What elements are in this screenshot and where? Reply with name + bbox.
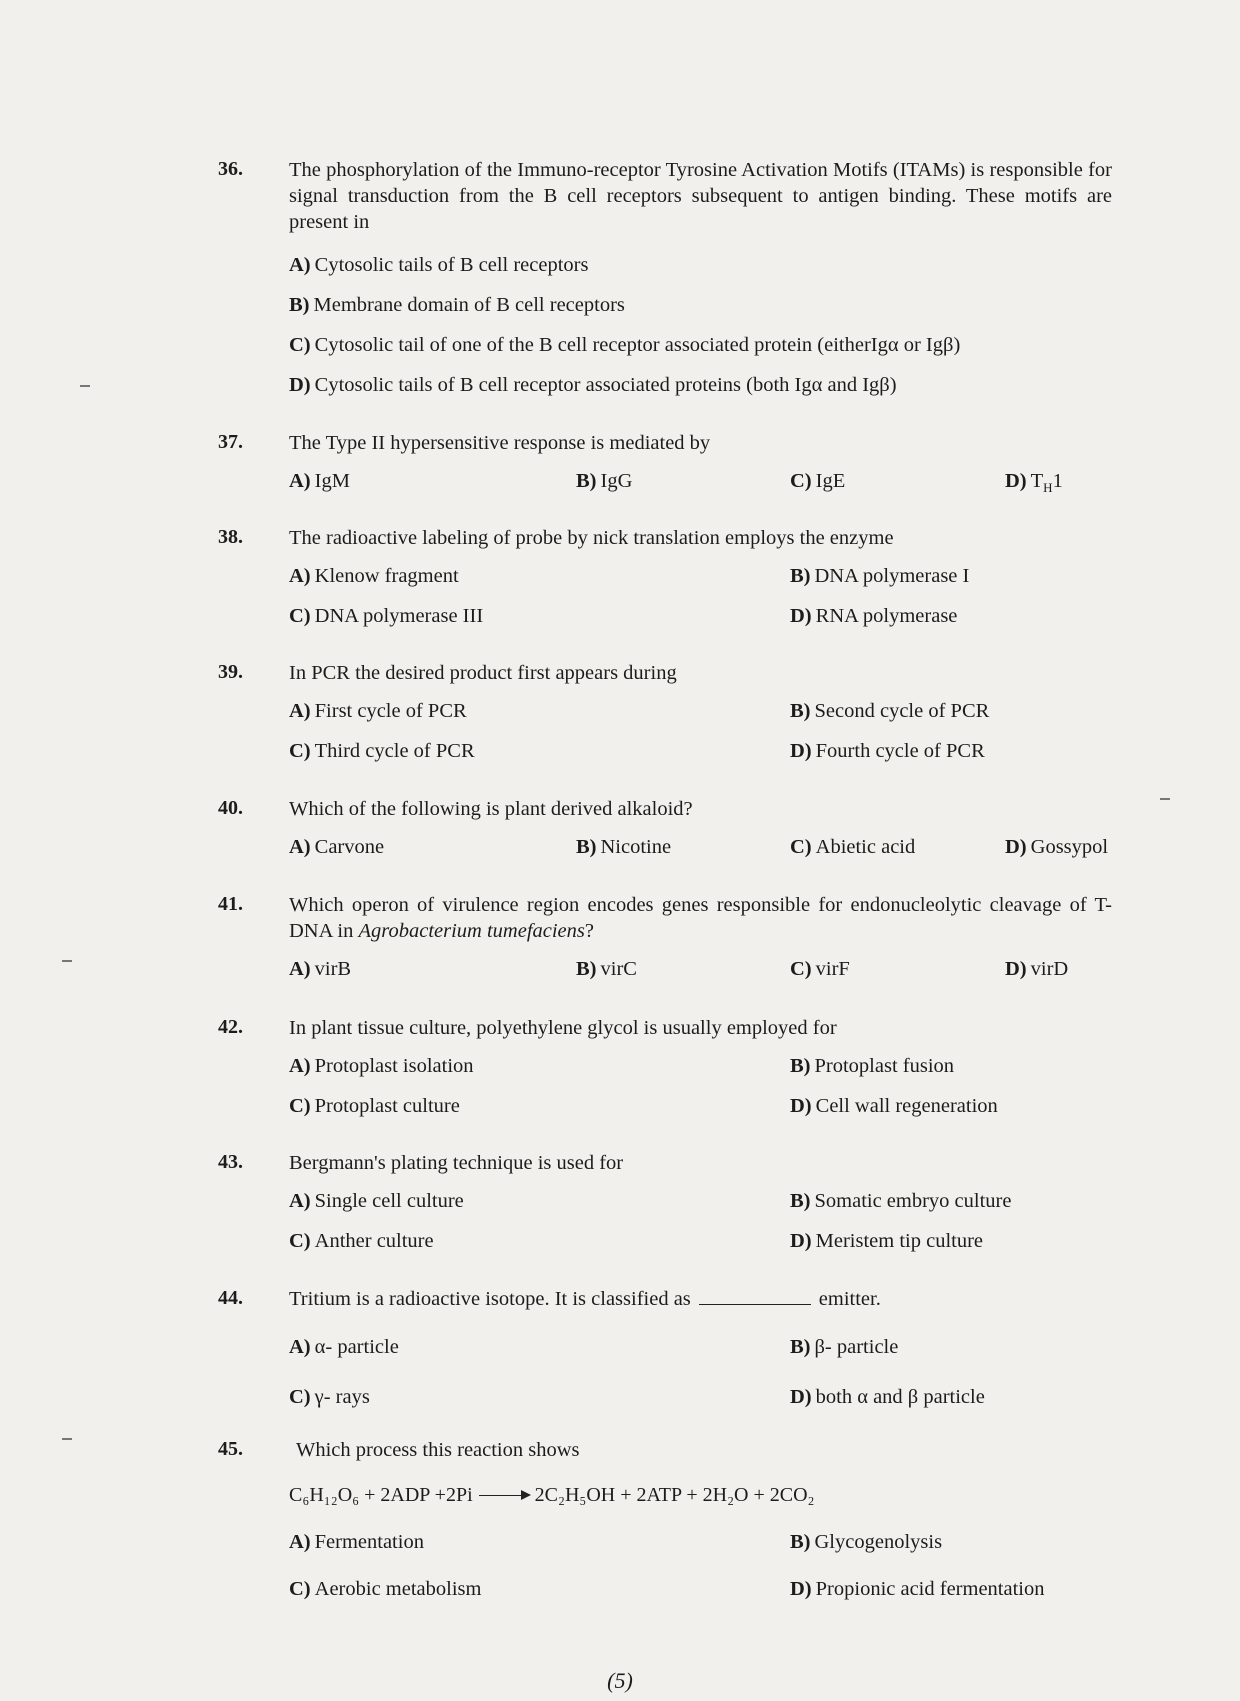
option-b: B) Membrane domain of B cell receptors [289, 294, 625, 316]
option-d: D) Cytosolic tails of B cell receptor associated proteins (both Igα and Igβ) [289, 374, 897, 396]
question-text: Tritium is a radioactive isotope. It is classified as emitter. [289, 1288, 881, 1310]
option-c: C) Abietic acid [790, 836, 916, 858]
question-text: The Type II hypersensitive response is mediated by [289, 432, 711, 454]
option-a: A) Carvone [289, 836, 385, 858]
option-a: A) First cycle of PCR [289, 700, 467, 722]
option-d: D) Cell wall regeneration [790, 1095, 998, 1117]
option-a: A) Single cell culture [289, 1190, 464, 1212]
scan-mark [62, 1438, 72, 1440]
option-c: C) Aerobic metabolism [289, 1578, 482, 1600]
reaction-arrow-icon [479, 1495, 529, 1496]
option-b: B) Second cycle of PCR [790, 700, 990, 722]
question-text: Which of the following is plant derived alkaloid? [289, 798, 693, 820]
question-number: 40. [218, 797, 243, 819]
option-c: C) Cytosolic tail of one of the B cell receptor associated protein (eitherIgα or Igβ) [289, 334, 961, 356]
option-d: D) Propionic acid fermentation [790, 1578, 1045, 1600]
question-text: The radioactive labeling of probe by nick translation employs the enzyme [289, 527, 894, 549]
scan-mark [62, 960, 72, 962]
option-d: D) Fourth cycle of PCR [790, 740, 985, 762]
option-d: D) both α and β particle [790, 1386, 985, 1408]
option-c: C) Third cycle of PCR [289, 740, 475, 762]
option-a: A) Klenow fragment [289, 565, 459, 587]
option-b: B) Protoplast fusion [790, 1055, 955, 1077]
option-a: A) Cytosolic tails of B cell receptors [289, 254, 589, 276]
option-c: C) Protoplast culture [289, 1095, 460, 1117]
option-b: B) β- particle [790, 1336, 899, 1358]
option-b: B) virC [576, 958, 637, 980]
option-c: C) Anther culture [289, 1230, 434, 1252]
question-text: In plant tissue culture, polyethylene glycol is usually employed for [289, 1017, 837, 1039]
option-c: C) virF [790, 958, 850, 980]
question-number: 36. [218, 158, 243, 180]
question-text: Which process this reaction shows [296, 1439, 580, 1461]
scan-mark [1160, 798, 1170, 800]
question-number: 39. [218, 661, 243, 683]
question-text: In PCR the desired product first appears during [289, 662, 677, 684]
question-text: The phosphorylation of the Immuno-receptor Tyrosine Activation Motifs (ITAMs) is responsible for signal transduction from the B cell receptors subsequent to antigen binding. These motifs are present in [289, 159, 1112, 233]
option-d: D) Gossypol [1005, 836, 1109, 858]
question-number: 42. [218, 1016, 243, 1038]
option-a: A) Protoplast isolation [289, 1055, 474, 1077]
option-b: B) Glycogenolysis [790, 1531, 943, 1553]
question-number: 41. [218, 893, 243, 915]
option-b: B) DNA polymerase I [790, 565, 970, 587]
option-b: B) Nicotine [576, 836, 672, 858]
option-c: C) IgE [790, 470, 846, 492]
option-d: D) RNA polymerase [790, 605, 958, 627]
option-b: B) Somatic embryo culture [790, 1190, 1012, 1212]
option-b: B) IgG [576, 470, 633, 492]
option-a: A) Fermentation [289, 1531, 424, 1553]
option-c: C) DNA polymerase III [289, 605, 484, 627]
option-a: A) IgM [289, 470, 350, 492]
option-a: A) virB [289, 958, 352, 980]
question-number: 43. [218, 1151, 243, 1173]
answer-blank [699, 1304, 811, 1305]
question-number: 45. [218, 1438, 243, 1460]
question-number: 38. [218, 526, 243, 548]
option-a: A) α- particle [289, 1336, 399, 1358]
option-d: D) $T_H1$ [1005, 470, 1063, 496]
question-number: 37. [218, 431, 243, 453]
option-d: D) Meristem tip culture [790, 1230, 984, 1252]
question-text: Bergmann's plating technique is used for [289, 1152, 624, 1174]
page-number: (5) [607, 1668, 633, 1693]
reaction-equation: C₆H₁₂O₆ + 2ADP +2Pi 2C₂H₅OH + 2ATP + 2H₂O + 2CO₂ [289, 1484, 815, 1506]
scan-mark [80, 385, 90, 387]
option-d: D) virD [1005, 958, 1069, 980]
question-number: 44. [218, 1287, 243, 1309]
option-c: C) γ- rays [289, 1386, 370, 1408]
question-text: Which operon of virulence region encodes genes responsible for endonucleolytic cleavage of T-DNA in Agrobacterium tumefaciens? [289, 894, 1112, 942]
